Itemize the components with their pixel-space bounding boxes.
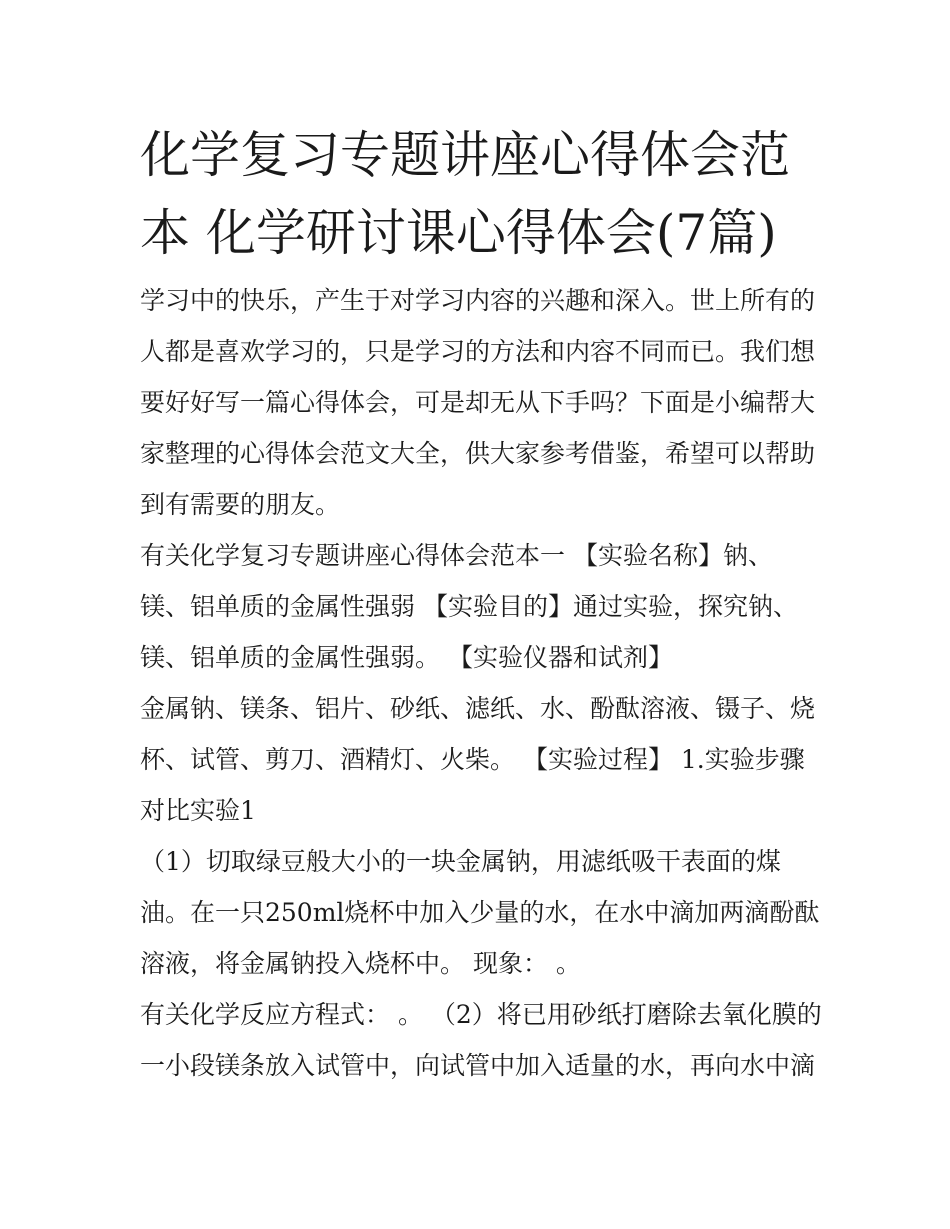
body-line: 家整理的心得体会范文大全，供大家参考借鉴，希望可以帮助 xyxy=(140,439,816,468)
body-line: （1）切取绿豆般大小的一块金属钠，用滤纸吸干表面的煤 xyxy=(140,847,781,876)
body-line: 杯、试管、剪刀、酒精灯、火柴。 【实验过程】 1.实验步骤 xyxy=(140,745,805,774)
body-line: 到有需要的朋友。 xyxy=(140,490,341,519)
body-line: 一小段镁条放入试管中，向试管中加入适量的水，再向水中滴 xyxy=(140,1051,816,1080)
body-line: 溶液，将金属钠投入烧杯中。 现象： 。 xyxy=(140,949,581,978)
body-line: 对比实验1 xyxy=(140,796,256,825)
body-line: 人都是喜欢学习的，只是学习的方法和内容不同而已。我们想 xyxy=(140,337,816,366)
body-line: 要好好写一篇心得体会，可是却无从下手吗？下面是小编帮大 xyxy=(140,388,816,417)
body-line: 油。在一只250ml烧杯中加入少量的水，在水中滴加两滴酚酞 xyxy=(140,898,820,927)
body-line: 有关化学反应方程式： 。 （2）将已用砂纸打磨除去氧化膜的 xyxy=(140,1000,822,1029)
body-line: 有关化学复习专题讲座心得体会范本一 【实验名称】钠、 xyxy=(140,541,773,570)
title-line: 本 化学研讨课心得体会(7篇) xyxy=(140,204,777,262)
document-body xyxy=(140,275,820,1091)
body-line: 金属钠、镁条、铝片、砂纸、滤纸、水、酚酞溶液、镊子、烧 xyxy=(140,694,816,723)
body-line: 学习中的快乐，产生于对学习内容的兴趣和深入。世上所有的 xyxy=(140,286,816,315)
title-line: 化学复习专题讲座心得体会范 xyxy=(140,126,790,184)
body-line: 镁、铝单质的金属性强弱。 【实验仪器和试剂】 xyxy=(140,643,673,672)
document-title xyxy=(140,116,820,272)
body-line: 镁、铝单质的金属性强弱 【实验目的】通过实验，探究钠、 xyxy=(140,592,798,621)
